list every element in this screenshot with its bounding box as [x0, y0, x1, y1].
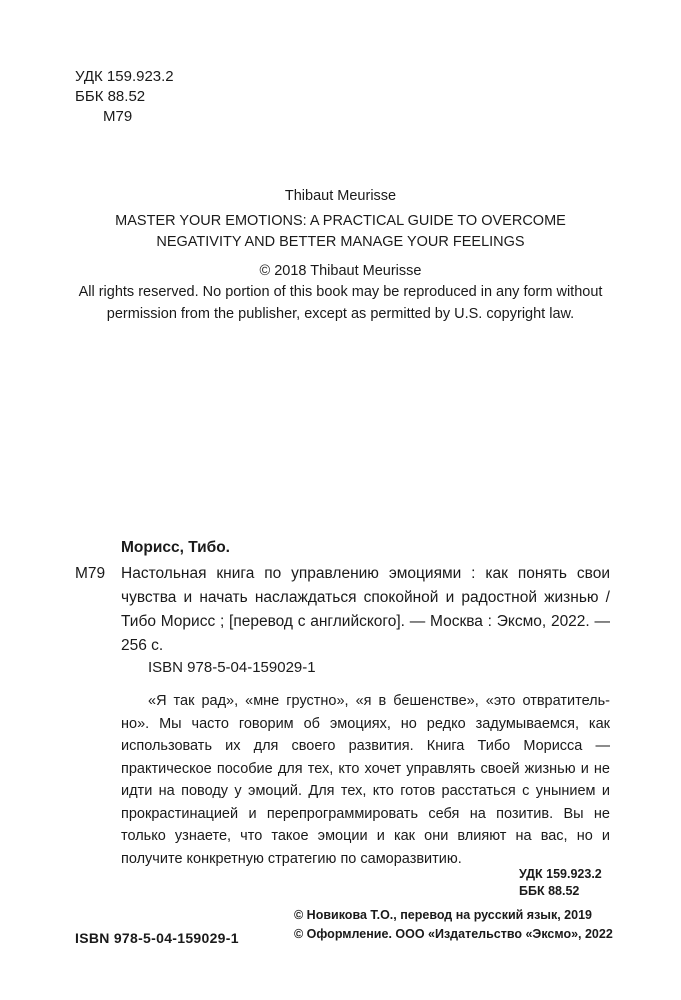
- author-mark: М79: [103, 108, 133, 125]
- catalog-bbk: ББК 88.52: [519, 884, 580, 898]
- original-edition-block: [60, 186, 621, 325]
- classification-header: [75, 67, 174, 127]
- catalog-isbn: ISBN 978-5-04-159029-1: [148, 659, 316, 676]
- bbk-code: ББК 88.52: [75, 88, 146, 105]
- udk-code: УДК 159.923.2: [75, 68, 174, 85]
- catalog-classification: [519, 866, 602, 900]
- design-copyright: © Оформление. ООО «Издательство «Эксмо», 2022: [294, 927, 613, 941]
- catalog-author-heading: Морисс, Тибо.: [121, 539, 230, 556]
- catalog-author-mark: М79: [75, 565, 106, 582]
- rights-line-2: permission from the publisher, except as permitted by U.S. copyright law.: [106, 305, 575, 322]
- footer-isbn: ISBN 978-5-04-159029-1: [75, 930, 239, 946]
- original-title-line-2: NEGATIVITY AND BETTER MANAGE YOUR FEELINGS: [156, 234, 525, 250]
- original-author: Thibaut Meurisse: [284, 188, 397, 204]
- original-copyright: © 2018 Thibaut Meurisse: [259, 262, 422, 279]
- catalog-udk: УДК 159.923.2: [519, 867, 602, 881]
- bibliographic-description: Настольная книга по управлению эмоциями : как понять свои чувства и начать наслаждаться спокойной и радостной жизнью / Тибо Морисс ; [перевод с английского]. — Москва : Эксмо, 2022. — 256 с.: [121, 565, 610, 654]
- book-annotation: «Я так рад», «мне грустно», «я в бешенстве», «это отвратитель-но». Мы часто говорим об эмоциях, но редко задумываемся, как использовать их для своего развития. Книга Тибо Морисса — практическое пособие для тех, кто хочет управлять своей жизнью и не идти на поводу у эмоций. Для тех, кто готов расстаться с унынием и прокрастинацией и перепрограммировать себя на позитив. Вы не только узнаете, что такое эмоции и как они влияют на вас, но и получите конкретную стратегию по саморазвитию.: [121, 693, 610, 867]
- publisher-copyrights: [294, 906, 613, 944]
- rights-line-1: All rights reserved. No portion of this book may be reproduced in any form without: [78, 284, 603, 300]
- translation-copyright: © Новикова Т.О., перевод на русский язык, 2019: [294, 908, 592, 922]
- original-title-line-1: MASTER YOUR EMOTIONS: A PRACTICAL GUIDE TO OVERCOME: [115, 212, 566, 229]
